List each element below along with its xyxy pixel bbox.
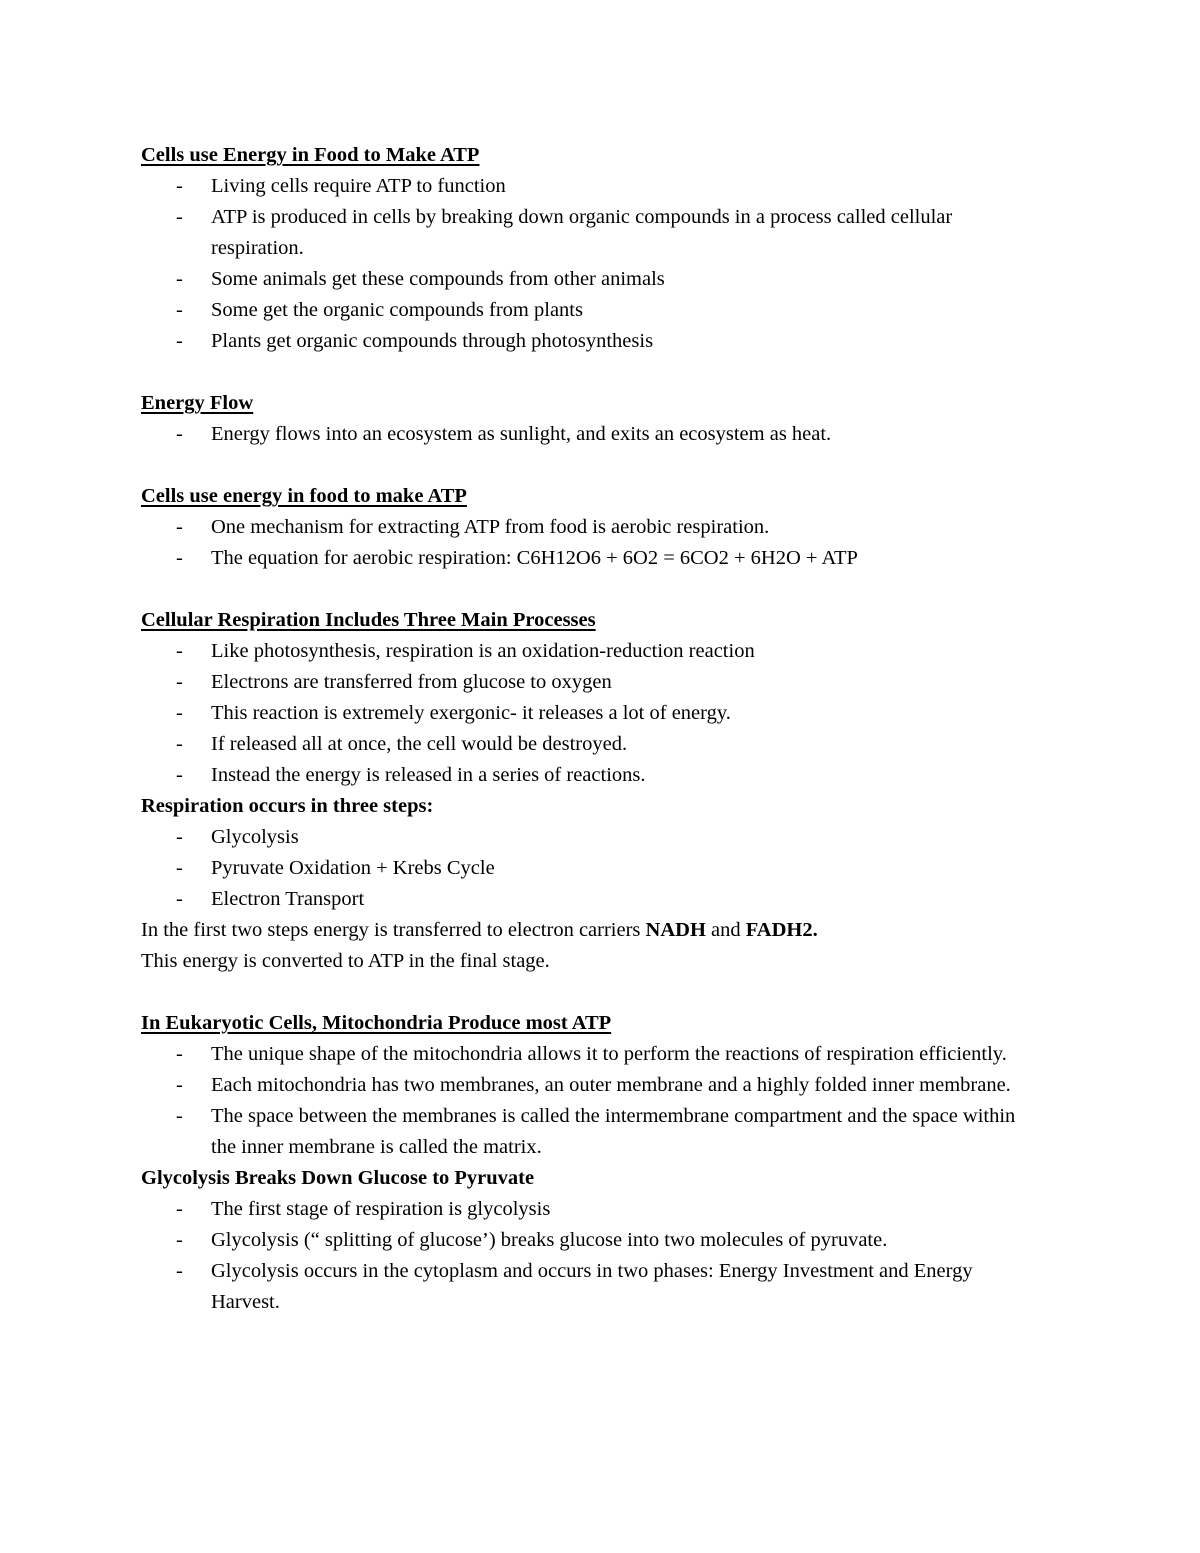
section-heading: Cells use Energy in Food to Make ATP — [141, 144, 480, 166]
list-item: - Some animals get these compounds from other animals — [176, 268, 665, 290]
list-item: - Like photosynthesis, respiration is an oxidation-reduction reaction — [176, 640, 755, 662]
list-item: - Plants get organic compounds through photosynthesis — [176, 330, 654, 352]
paragraph: This energy is converted to ATP in the final stage. — [141, 950, 550, 972]
bullet-list — [141, 419, 1041, 450]
section-heading: Cellular Respiration Includes Three Main Processes — [141, 609, 596, 631]
list-item: - Some get the organic compounds from plants — [176, 299, 583, 321]
section-heading: Cells use energy in food to make ATP — [141, 485, 467, 507]
bullet-list — [141, 822, 1041, 915]
list-item: - The equation for aerobic respiration: C6H12O6 + 6O2 = 6CO2 + 6H2O + ATP — [176, 547, 858, 569]
section-heading: Energy Flow — [141, 392, 254, 414]
bullet-list — [141, 636, 1041, 791]
list-item: - This reaction is extremely exergonic- it releases a lot of energy. — [176, 702, 731, 724]
section-heading: In Eukaryotic Cells, Mitochondria Produce most ATP — [141, 1012, 612, 1034]
list-item: - One mechanism for extracting ATP from food is aerobic respiration. — [176, 516, 770, 538]
list-item: - Electrons are transferred from glucose to oxygen — [176, 671, 612, 693]
bullet-list — [141, 1039, 1041, 1163]
list-item: - Energy flows into an ecosystem as sunlight, and exits an ecosystem as heat. — [176, 423, 832, 445]
list-item: - The space between the membranes is called the intermembrane compartment and the space within the inner membrane is called the matrix. — [176, 1105, 1016, 1158]
list-item: - If released all at once, the cell would be destroyed. — [176, 733, 628, 755]
list-item: - Electron Transport — [176, 888, 365, 910]
list-item: - Glycolysis — [176, 826, 299, 848]
paragraph: In the first two steps energy is transferred to electron carriers NADH and FADH2. — [141, 919, 818, 941]
list-item: - Instead the energy is released in a series of reactions. — [176, 764, 646, 786]
bullet-list — [141, 171, 1041, 357]
list-item: - ATP is produced in cells by breaking down organic compounds in a process called cellular respiration. — [176, 206, 953, 259]
bullet-list — [141, 1194, 1041, 1318]
list-item: - Glycolysis (“ splitting of glucose’) breaks glucose into two molecules of pyruvate. — [176, 1229, 888, 1251]
list-item: - Living cells require ATP to function — [176, 175, 506, 197]
document-page — [141, 140, 1041, 1318]
list-item: - Pyruvate Oxidation + Krebs Cycle — [176, 857, 495, 879]
section-heading: Glycolysis Breaks Down Glucose to Pyruvate — [141, 1167, 535, 1189]
bullet-list — [141, 512, 1041, 574]
section-heading: Respiration occurs in three steps: — [141, 795, 434, 817]
list-item: - Glycolysis occurs in the cytoplasm and occurs in two phases: Energy Investment and Energy Harvest. — [176, 1260, 973, 1313]
list-item: - Each mitochondria has two membranes, an outer membrane and a highly folded inner membrane. — [176, 1074, 1011, 1096]
list-item: - The first stage of respiration is glycolysis — [176, 1198, 551, 1220]
list-item: - The unique shape of the mitochondria allows it to perform the reactions of respiration efficiently. — [176, 1043, 1007, 1065]
